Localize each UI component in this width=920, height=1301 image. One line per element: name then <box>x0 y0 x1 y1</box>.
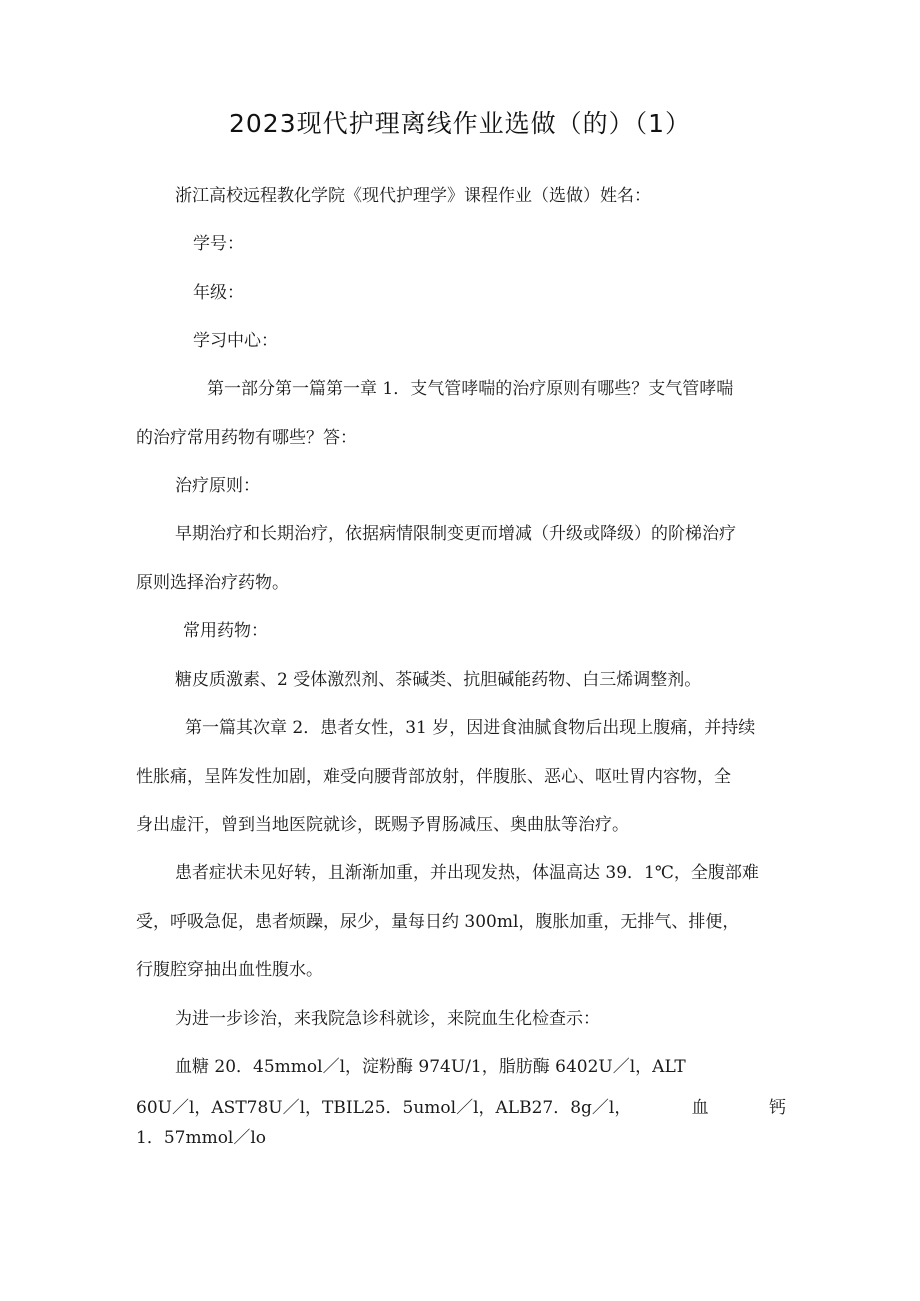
q1-line-1: 第一部分第一篇第一章 1．支气管哮喘的治疗原则有哪些？支气管哮喘 <box>207 379 734 399</box>
document-title: 2023现代护理离线作业选做（的）（1） <box>228 109 692 138</box>
field-study-center: 学习中心： <box>193 331 278 351</box>
q2-line-2: 性胀痛，呈阵发性加剧，难受向腰背部放射，伴腹胀、恶心、呕吐胃内容物，全 <box>136 767 731 787</box>
q1-principle-line-1: 早期治疗和长期治疗，依据病情限制变更而增减（升级或降级）的阶梯治疗 <box>175 524 736 544</box>
lab-results-blood-char: 血 <box>691 1098 709 1118</box>
q2-p2-line-3: 行腹腔穿抽出血性腹水。 <box>136 960 323 980</box>
field-student-id: 学号： <box>193 234 244 254</box>
q1-drugs-text: 糖皮质激素、2 受体激烈剂、茶碱类、抗胆碱能药物、白三烯调整剂。 <box>175 670 702 690</box>
lab-results-line-2-values: 60U／l，AST78U／l，TBIL25．5umol／l，ALB27．8g／l， <box>136 1098 632 1118</box>
lab-results-line-3: 1．57mmol／lo <box>136 1128 267 1148</box>
field-grade: 年级： <box>193 283 244 303</box>
lab-results-line-1: 血糖 20．45mmol／l，淀粉酶 974U/1，脂肪酶 6402U／l，ALT <box>175 1057 686 1077</box>
lab-results-calcium-char: 钙 <box>769 1098 786 1118</box>
q2-line-1: 第一篇其次章 2．患者女性，31 岁，因进食油腻食物后出现上腹痛，并持续 <box>185 718 756 738</box>
lab-results-line-2 <box>136 1100 786 1117</box>
q2-line-3: 身出虚汗，曾到当地医院就诊，既赐予胃肠减压、奥曲肽等治疗。 <box>136 815 629 835</box>
q1-drugs-label: 常用药物： <box>183 621 268 641</box>
q1-line-2: 的治疗常用药物有哪些？答： <box>136 428 357 448</box>
q2-p2-line-2: 受，呼吸急促，患者烦躁，尿少，量每日约 300ml，腹胀加重，无排气、排便， <box>136 912 740 932</box>
q1-principle-label: 治疗原则： <box>175 476 260 496</box>
q2-p3-line-1: 为进一步诊治，来我院急诊科就诊，来院血生化检查示： <box>175 1009 600 1029</box>
q2-p2-line-1: 患者症状未见好转，且渐渐加重，并出现发热，体温高达 39．1℃，全腹部难 <box>175 863 759 883</box>
q1-principle-line-2: 原则选择治疗药物。 <box>136 573 289 593</box>
header-line: 浙江高校远程教化学院《现代护理学》课程作业（选做）姓名： <box>175 186 651 206</box>
